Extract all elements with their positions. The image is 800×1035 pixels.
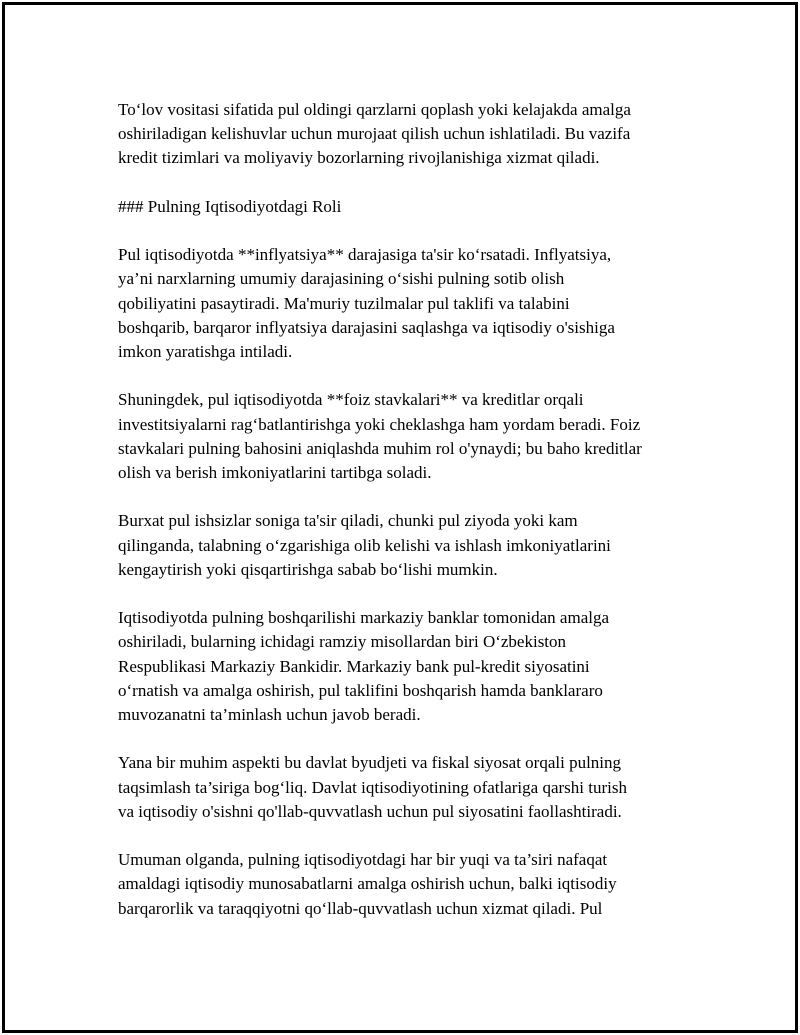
paragraph-payment-function: To‘lov vositasi sifatida pul oldingi qarzlarni qoplash yoki kelajakda amalga oshiriladigan kelishuvlar uchun murojaat qilish uchun ishlatiladi. Bu vazifa kredit tizimlari va moliyaviy bozorlarning rivojlanishiga xizmat qiladi. (118, 100, 631, 168)
paragraph-conclusion: Umuman olganda, pulning iqtisodiyotdagi har bir yuqi va ta’siri nafaqat amaldagi iqtisodiy munosabatlarni amalga oshirish uchun, balki iqtisodiy barqarorlik va taraqqiyotni qo‘llab-quvvatlash uchun xizmat qiladi. Pul (118, 850, 617, 918)
document-body (118, 98, 708, 921)
paragraph-fiscal-policy: Yana bir muhim aspekti bu davlat byudjeti va fiskal siyosat orqali pulning taqsimlash ta’siriga bog‘liq. Davlat iqtisodiyotining ofatlariga qarshi turish va iqtisodiy o'sishni qo'llab-quvvatlash uchun pul siyosatini faollashtiradi. (118, 753, 627, 821)
section-heading: ### Pulning Iqtisodiyotdagi Roli (118, 196, 342, 216)
paragraph-unemployment: Burxat pul ishsizlar soniga ta'sir qiladi, chunki pul ziyoda yoki kam qilinganda, talabning o‘zgarishiga olib kelishi va ishlash imkoniyatlarini kengaytirish yoki qisqartirishga sabab bo‘lishi mumkin. (118, 511, 611, 579)
paragraph-central-bank: Iqtisodiyotda pulning boshqarilishi markaziy banklar tomonidan amalga oshiriladi, bularning ichidagi ramziy misollardan biri O‘zbekiston Respublikasi Markaziy Bankidir. Markaziy bank pul-kredit siyosatini o‘rnatish va amalga oshirish, pul taklifini boshqarish hamda banklararo muvozanatni ta’minlash uchun javob beradi. (118, 608, 610, 724)
paragraph-interest-rates: Shuningdek, pul iqtisodiyotda **foiz stavkalari** va kreditlar orqali investitsiyalarni rag‘batlantirishga yoki cheklashga ham yordam beradi. Foiz stavkalari pulning bahosini aniqlashda muhim rol o'ynaydi; bu baho kreditlar olish va berish imkoniyatlarini tartibga soladi. (118, 390, 642, 482)
page-frame (2, 2, 798, 1033)
paragraph-inflation: Pul iqtisodiyotda **inflyatsiya** darajasiga ta'sir ko‘rsatadi. Inflyatsiya, ya’ni narxlarning umumiy darajasining o‘sishi pulning sotib olish qobiliyatini pasaytiradi. Ma'muriy tuzilmalar pul taklifi va talabini boshqarib, barqaror inflyatsiya darajasini saqlashga va iqtisodiy o'sishiga imkon yaratishga intiladi. (118, 245, 615, 361)
